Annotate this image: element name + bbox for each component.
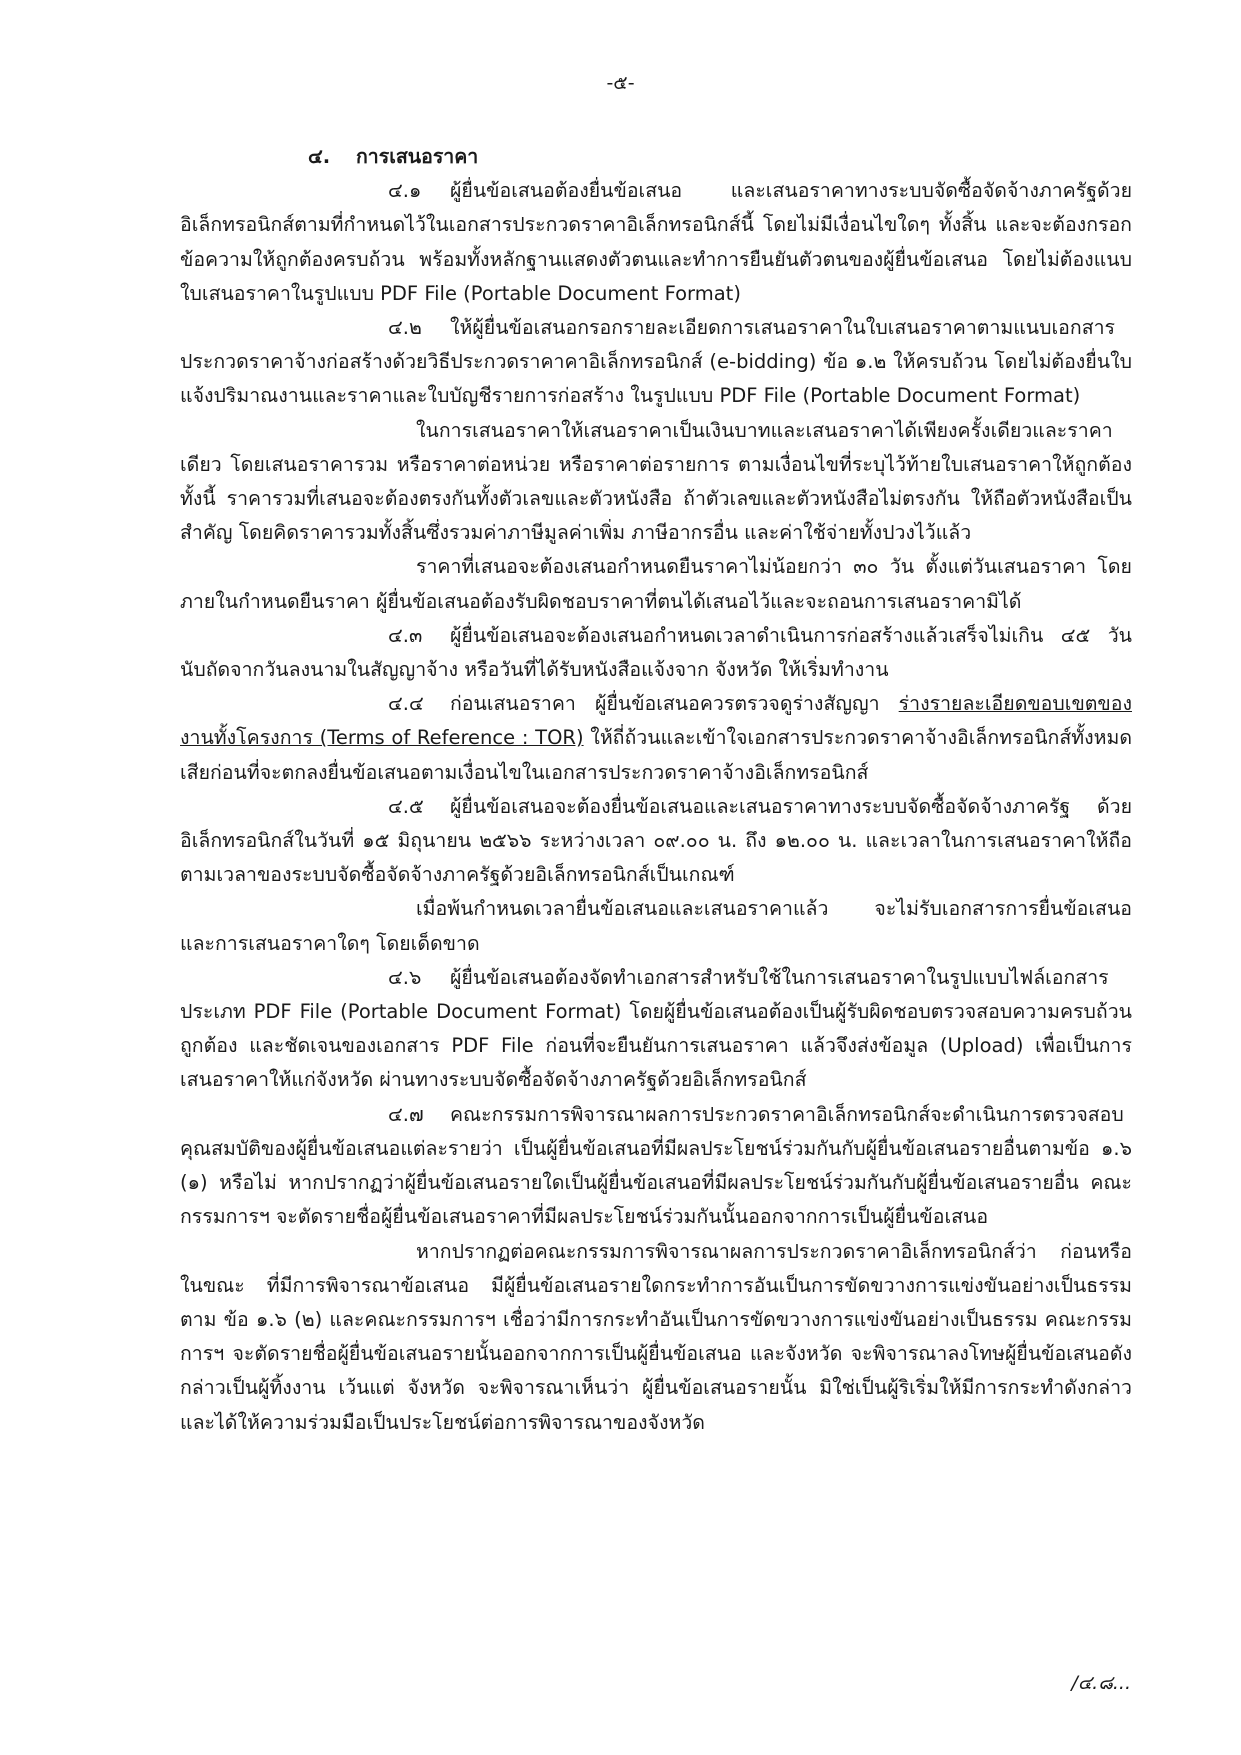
- paragraph-4-5: [180, 790, 1132, 893]
- document-body: [180, 140, 1132, 1440]
- paragraph-4-7-anticompetitive: [180, 1235, 1132, 1440]
- clause-number: ๔.๑: [388, 179, 422, 203]
- clause-text: ก่อนเสนอราคา ผู้ยื่นข้อเสนอควรตรวจดูร่างสัญญา: [450, 692, 899, 716]
- paragraph-4-7: [180, 1098, 1132, 1235]
- paragraph-4-4: [180, 687, 1132, 790]
- section-title: การเสนอราคา: [356, 145, 479, 168]
- clause-number: ๔.๖: [388, 965, 422, 989]
- paragraph-4-2: [180, 311, 1132, 414]
- paragraph-4-3: [180, 619, 1132, 687]
- paragraph-4-2-price-validity: [180, 550, 1132, 618]
- clause-number: ๔.๗: [388, 1102, 424, 1126]
- clause-number: ๔.๕: [388, 794, 424, 818]
- paragraph-text: เมื่อพ้นกำหนดเวลายื่นข้อเสนอและเสนอราคาแล้ว จะไม่รับเอกสารการยื่นข้อเสนอ และการเสนอราคาใดๆ โดยเด็ดขาด: [180, 897, 1132, 955]
- clause-text: ผู้ยื่นข้อเสนอต้องยื่นข้อเสนอ และเสนอราคาทางระบบจัดซื้อจัดจ้างภาครัฐด้วยอิเล็กทรอนิกส์ตามที่กำหนดไว้ในเอกสารประกวดราคาอิเล็กทรอนิกส์นี้ โดยไม่มีเงื่อนไขใดๆ ทั้งสิ้น และจะต้องกรอกข้อความให้ถูกต้องครบถ้วน พร้อมทั้งหลักฐานแสดงตัวตนและทำการยืนยันตัวตนของผู้ยื่นข้อเสนอ โดยไม่ต้องแนบใบเสนอราคาในรูปแบบ PDF File (Portable Document Format): [180, 179, 1132, 305]
- clause-text: ผู้ยื่นข้อเสนอจะต้องยื่นข้อเสนอและเสนอราคาทางระบบจัดซื้อจัดจ้างภาครัฐ ด้วยอิเล็กทรอนิกส์ในวันที่ ๑๕ มิถุนายน ๒๕๖๖ ระหว่างเวลา ๐๙.๐๐ น. ถึง ๑๒.๐๐ น. และเวลาในการเสนอราคาให้ถือตามเวลาของระบบจัดซื้อจัดจ้างภาครัฐด้วยอิเล็กทรอนิกส์เป็นเกณฑ์: [180, 794, 1132, 887]
- section-heading: [180, 140, 1132, 174]
- paragraph-text: หากปรากฏต่อคณะกรรมการพิจารณาผลการประกวดราคาอิเล็กทรอนิกส์ว่า ก่อนหรือในขณะ ที่มีการพิจารณาข้อเสนอ มีผู้ยื่นข้อเสนอรายใดกระทำการอันเป็นการขัดขวางการแข่งขันอย่างเป็นธรรม ตาม ข้อ ๑.๖ (๒) และคณะกรรมการฯ เชื่อว่ามีการกระทำอันเป็นการขัดขวางการแข่งขันอย่างเป็นธรรม คณะกรรมการฯ จะตัดรายชื่อผู้ยื่นข้อเสนอรายนั้นออกจากการเป็นผู้ยื่นข้อเสนอ และจังหวัด จะพิจารณาลงโทษผู้ยื่นข้อเสนอดังกล่าวเป็นผู้ทิ้งงาน เว้นแต่ จังหวัด จะพิจารณาเห็นว่า ผู้ยื่นข้อเสนอรายนั้น มิใช่เป็นผู้ริเริ่มให้มีการกระทำดังกล่าวและได้ให้ความร่วมมือเป็นประโยชน์ต่อการพิจารณาของจังหวัด: [180, 1239, 1132, 1434]
- clause-number: ๔.๓: [388, 623, 423, 647]
- clause-text-continued: ให้ถี่ถ้วนและเข้าใจเอกสารประกวดราคาจ้างอิเล็กทรอนิกส์ทั้งหมดเสียก่อนที่จะตกลงยื่นข้อเสนอตามเงื่อนไขในเอกสารประกวดราคาจ้างอิเล็กทรอนิกส์: [180, 726, 1132, 784]
- clause-text: ผู้ยื่นข้อเสนอต้องจัดทำเอกสารสำหรับใช้ในการเสนอราคาในรูปแบบไฟล์เอกสารประเภท PDF File (Portable Document Format) โดยผู้ยื่นข้อเสนอต้องเป็นผู้รับผิดชอบตรวจสอบความครบถ้วน ถูกต้อง และชัดเจนของเอกสาร PDF File ก่อนที่จะยืนยันการเสนอราคา แล้วจึงส่งข้อมูล (Upload) เพื่อเป็นการเสนอราคาให้แก่จังหวัด ผ่านทางระบบจัดซื้อจัดจ้างภาครัฐด้วยอิเล็กทรอนิกส์: [180, 965, 1132, 1092]
- section-number: ๔.: [308, 145, 331, 168]
- paragraph-4-1: [180, 174, 1132, 311]
- page-number: -๕-: [606, 72, 635, 94]
- next-page-reference: /๔.๘...: [1071, 1672, 1131, 1694]
- clause-text: ให้ผู้ยื่นข้อเสนอกรอกรายละเอียดการเสนอราคาในใบเสนอราคาตามแนบเอกสารประกวดราคาจ้างก่อสร้างด้วยวิธีประกวดราคาคาอิเล็กทรอนิกส์ (e-bidding) ข้อ ๑.๒ ให้ครบถ้วน โดยไม่ต้องยื่นใบแจ้งปริมาณงานและราคาและใบบัญชีรายการก่อสร้าง ในรูปแบบ PDF File (Portable Document Format): [180, 316, 1132, 408]
- paragraph-4-2-price-currency: [180, 414, 1132, 551]
- clause-number: ๔.๒: [388, 316, 422, 340]
- paragraph-text: ราคาที่เสนอจะต้องเสนอกำหนดยืนราคาไม่น้อยกว่า ๓๐ วัน ตั้งแต่วันเสนอราคา โดยภายในกำหนดยืนราคา ผู้ยื่นข้อเสนอต้องรับผิดชอบราคาที่ตนได้เสนอไว้และจะถอนการเสนอราคามิได้: [180, 555, 1132, 613]
- paragraph-4-6: [180, 961, 1132, 1098]
- clause-text: ผู้ยื่นข้อเสนอจะต้องเสนอกำหนดเวลาดำเนินการก่อสร้างแล้วเสร็จไม่เกิน ๔๕ วัน นับถัดจากวันลงนามในสัญญาจ้าง หรือวันที่ได้รับหนังสือแจ้งจาก จังหวัด ให้เริ่มทำงาน: [180, 623, 1132, 682]
- paragraph-4-5-deadline: [180, 892, 1132, 960]
- paragraph-text: ในการเสนอราคาให้เสนอราคาเป็นเงินบาทและเสนอราคาได้เพียงครั้งเดียวและราคาเดียว โดยเสนอราคารวม หรือราคาต่อหน่วย หรือราคาต่อรายการ ตามเงื่อนไขที่ระบุไว้ท้ายใบเสนอราคาให้ถูกต้อง ทั้งนี้ ราคารวมที่เสนอจะต้องตรงกันทั้งตัวเลขและตัวหนังสือ ถ้าตัวเลขและตัวหนังสือไม่ตรงกัน ให้ถือตัวหนังสือเป็นสำคัญ โดยคิดราคารวมทั้งสิ้นซึ่งรวมค่าภาษีมูลค่าเพิ่ม ภาษีอากรอื่น และค่าใช้จ่ายทั้งปวงไว้แล้ว: [180, 418, 1132, 545]
- tor-reference: ร่างรายละเอียดขอบเขตของงานทั้งโครงการ (Terms of Reference : TOR): [180, 692, 1132, 750]
- clause-number: ๔.๔: [388, 692, 424, 716]
- clause-text: คณะกรรมการพิจารณาผลการประกวดราคาอิเล็กทรอนิกส์จะดำเนินการตรวจสอบคุณสมบัติของผู้ยื่นข้อเสนอแต่ละรายว่า เป็นผู้ยื่นข้อเสนอที่มีผลประโยชน์ร่วมกันกับผู้ยื่นข้อเสนอรายอื่นตามข้อ ๑.๖ (๑) หรือไม่ หากปรากฏว่าผู้ยื่นข้อเสนอรายใดเป็นผู้ยื่นข้อเสนอที่มีผลประโยชน์ร่วมกันกับผู้ยื่นข้อเสนอรายอื่น คณะกรรมการฯ จะตัดรายชื่อผู้ยื่นข้อเสนอราคาที่มีผลประโยชน์ร่วมกันนั้นออกจากการเป็นผู้ยื่นข้อเสนอ: [180, 1102, 1132, 1229]
